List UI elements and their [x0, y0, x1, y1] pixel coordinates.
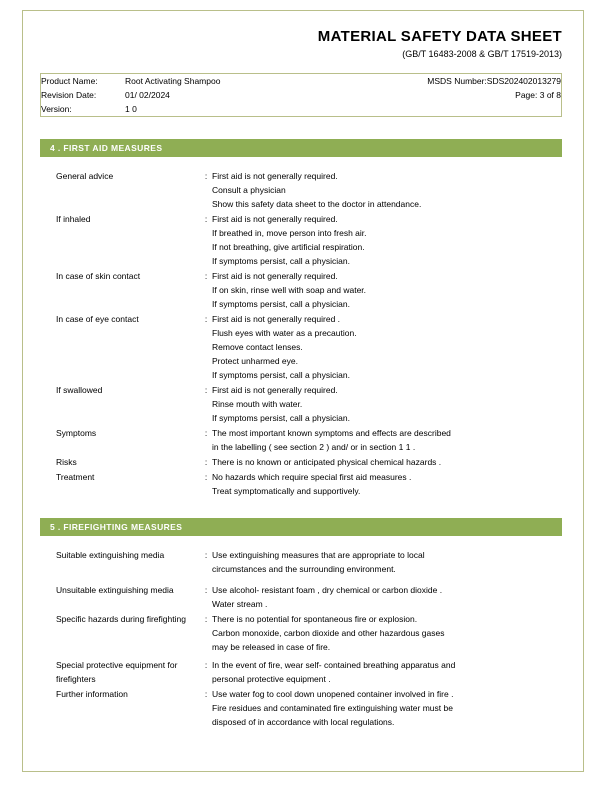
- list-item: [40, 383, 562, 425]
- version-row: [41, 102, 332, 116]
- row-colon: :: [204, 457, 208, 467]
- row-description: [212, 383, 562, 425]
- page-content: [40, 20, 568, 730]
- row-line: Water stream .: [212, 599, 268, 609]
- row-line: First aid is not generally required.: [212, 171, 338, 181]
- row-description: [212, 583, 562, 611]
- row-colon: :: [204, 385, 208, 395]
- version-label: Version:: [41, 104, 72, 114]
- list-item: [40, 583, 562, 611]
- list-item: [40, 269, 562, 311]
- table-row: [41, 74, 562, 117]
- row-description: [212, 455, 562, 469]
- header-info-table: [40, 73, 562, 117]
- version-value: 1 0: [125, 104, 137, 114]
- row-colon: :: [204, 472, 208, 482]
- document-subtitle: (GB/T 16483-2008 & GB/T 17519-2013): [402, 49, 562, 59]
- row-term: Symptoms: [56, 428, 97, 438]
- section-header-firefighting: 5 . FIREFIGHTING MEASURES: [40, 518, 562, 536]
- row-line: Use extinguishing measures that are appropriate to local: [212, 550, 425, 560]
- row-term: If swallowed: [56, 385, 103, 395]
- row-line: circumstances and the surrounding environment.: [212, 564, 396, 574]
- row-line: First aid is not generally required.: [212, 214, 338, 224]
- row-line: There is no known or anticipated physical chemical hazards .: [212, 457, 442, 467]
- list-item: [40, 169, 562, 211]
- row-line: If not breathing, give artificial respiration.: [212, 242, 365, 252]
- row-colon: :: [204, 660, 208, 670]
- row-description: [212, 169, 562, 211]
- row-colon: :: [204, 214, 208, 224]
- product-name-row: [41, 74, 332, 88]
- row-term: In case of eye contact: [56, 314, 139, 324]
- row-term: Suitable extinguishing media: [56, 550, 165, 560]
- row-description: [212, 269, 562, 311]
- list-item: [40, 426, 562, 454]
- header-info-right: [332, 74, 561, 117]
- row-term: Specific hazards during firefighting: [56, 614, 186, 624]
- row-colon: :: [204, 585, 208, 595]
- row-colon: :: [204, 689, 208, 699]
- list-item: [40, 212, 562, 268]
- row-line: Remove contact lenses.: [212, 342, 303, 352]
- list-item: [40, 548, 562, 576]
- header-info-left: [41, 74, 333, 117]
- row-description: [212, 612, 562, 654]
- row-term: Special protective equipment for firefighters: [56, 660, 178, 684]
- row-line: may be released in case of fire.: [212, 642, 331, 652]
- list-item: [40, 658, 562, 686]
- row-line: First aid is not generally required.: [212, 271, 338, 281]
- row-term: Unsuitable extinguishing media: [56, 585, 174, 595]
- row-term: If inhaled: [56, 214, 91, 224]
- row-term: In case of skin contact: [56, 271, 141, 281]
- row-description: [212, 658, 562, 686]
- list-item: [40, 470, 562, 498]
- row-term: Risks: [56, 457, 77, 467]
- row-description: [212, 548, 562, 576]
- row-line: If symptoms persist, call a physician.: [212, 413, 350, 423]
- row-line: Rinse mouth with water.: [212, 399, 303, 409]
- section-body-firefighting: [40, 548, 562, 729]
- list-item: [40, 312, 562, 382]
- row-line: In the event of fire, wear self- contained breathing apparatus and: [212, 660, 456, 670]
- row-colon: :: [204, 171, 208, 181]
- revision-date-value: 01/ 02/2024: [125, 90, 170, 100]
- list-item: [40, 687, 562, 729]
- msds-number: MSDS Number:SDS202402013279: [427, 76, 561, 86]
- row-line: Treat symptomatically and supportively.: [212, 486, 361, 496]
- row-line: If breathed in, move person into fresh air.: [212, 228, 367, 238]
- row-line: If symptoms persist, call a physician.: [212, 299, 350, 309]
- row-line: Consult a physician: [212, 185, 286, 195]
- row-description: [212, 312, 562, 382]
- document-title: MATERIAL SAFETY DATA SHEET: [317, 28, 562, 45]
- row-line: If symptoms persist, call a physician.: [212, 370, 350, 380]
- row-description: [212, 426, 562, 454]
- row-line: Flush eyes with water as a precaution.: [212, 328, 357, 338]
- row-term: Further information: [56, 689, 128, 699]
- row-colon: :: [204, 271, 208, 281]
- row-line: The most important known symptoms and effects are described: [212, 428, 451, 438]
- row-line: Protect unharmed eye.: [212, 356, 298, 366]
- product-name-label: Product Name:: [41, 76, 98, 86]
- row-line: First aid is not generally required.: [212, 385, 338, 395]
- row-line: Carbon monoxide, carbon dioxide and other hazardous gases: [212, 628, 445, 638]
- row-term: General advice: [56, 171, 114, 181]
- list-item: [40, 612, 562, 654]
- row-line: No hazards which require special first aid measures .: [212, 472, 412, 482]
- section-body-first-aid: [40, 169, 562, 498]
- row-line: Use alcohol- resistant foam , dry chemical or carbon dioxide .: [212, 585, 443, 595]
- row-colon: :: [204, 614, 208, 624]
- page-number: Page: 3 of 8: [515, 90, 561, 100]
- row-line: in the labelling ( see section 2 ) and/ or in section 1 1 .: [212, 442, 416, 452]
- revision-date-label: Revision Date:: [41, 90, 97, 100]
- row-line: Use water fog to cool down unopened container involved in fire .: [212, 689, 454, 699]
- row-description: [212, 212, 562, 268]
- list-item: [40, 455, 562, 469]
- row-colon: :: [204, 428, 208, 438]
- row-line: If symptoms persist, call a physician.: [212, 256, 350, 266]
- row-line: If on skin, rinse well with soap and water.: [212, 285, 367, 295]
- row-line: disposed of in accordance with local regulations.: [212, 717, 395, 727]
- row-line: personal protective equipment .: [212, 674, 331, 684]
- row-description: [212, 470, 562, 498]
- section-header-first-aid: 4 . FIRST AID MEASURES: [40, 139, 562, 157]
- row-line: Show this safety data sheet to the doctor in attendance.: [212, 199, 422, 209]
- revision-date-row: [41, 88, 332, 102]
- row-term: Treatment: [56, 472, 95, 482]
- row-colon: :: [204, 550, 208, 560]
- product-name-value: Root Activating Shampoo: [125, 76, 221, 86]
- row-description: [212, 687, 562, 729]
- row-line: There is no potential for spontaneous fire or explosion.: [212, 614, 418, 624]
- row-colon: :: [204, 314, 208, 324]
- row-line: First aid is not generally required .: [212, 314, 341, 324]
- row-line: Fire residues and contaminated fire extinguishing water must be: [212, 703, 453, 713]
